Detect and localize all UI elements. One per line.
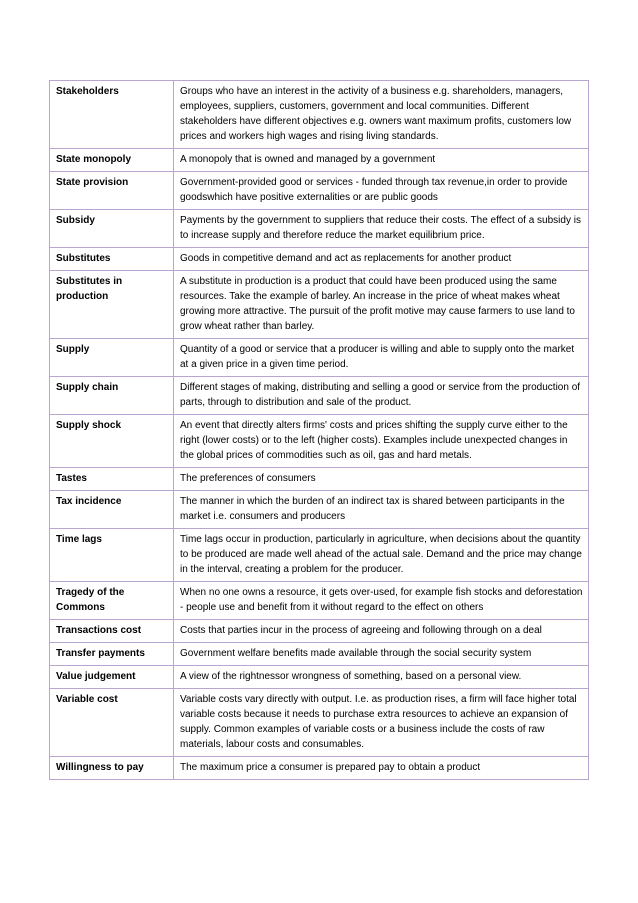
term-cell: Subsidy [50, 210, 174, 248]
definition-cell: A view of the rightnessor wrongness of something, based on a personal view. [174, 666, 589, 689]
table-row [50, 248, 589, 271]
term-cell: Substitutes [50, 248, 174, 271]
table-row [50, 81, 589, 149]
term-cell: Transactions cost [50, 620, 174, 643]
table-row [50, 689, 589, 757]
definition-cell: The maximum price a consumer is prepared pay to obtain a product [174, 757, 589, 780]
term-cell: State monopoly [50, 149, 174, 172]
term-cell: Willingness to pay [50, 757, 174, 780]
definition-cell: The manner in which the burden of an indirect tax is shared between participants in the market i.e. consumers and producers [174, 491, 589, 529]
definition-cell: Government-provided good or services - funded through tax revenue,in order to provide goodswhich have positive externalities or are public goods [174, 172, 589, 210]
term-cell: Time lags [50, 529, 174, 582]
table-row [50, 271, 589, 339]
definition-cell: Groups who have an interest in the activity of a business e.g. shareholders, managers, employees, suppliers, customers, government and local communities. Different stakeholders have different objectives e.g. owners want maximum profits, customers low prices and workers high wages and rising living standards. [174, 81, 589, 149]
glossary-table [49, 80, 589, 780]
term-cell: Transfer payments [50, 643, 174, 666]
term-cell: Supply chain [50, 377, 174, 415]
definition-cell: Goods in competitive demand and act as replacements for another product [174, 248, 589, 271]
table-row [50, 415, 589, 468]
definition-cell: The preferences of consumers [174, 468, 589, 491]
definition-cell: A substitute in production is a product that could have been produced using the same resources. Take the example of barley. An increase in the price of wheat makes wheat growing more attractive. The pursuit of the profit motive may cause farmers to use land to grow wheat rather than barley. [174, 271, 589, 339]
term-cell: Tragedy of the Commons [50, 582, 174, 620]
definition-cell: Time lags occur in production, particularly in agriculture, when decisions about the quantity to be produced are made well ahead of the actual sale. Demand and the price may change in the interval, creating a problem for the producer. [174, 529, 589, 582]
definition-cell: An event that directly alters firms' costs and prices shifting the supply curve either to the right (lower costs) or to the left (higher costs). Examples include unexpected changes in the global prices of commodities such as oil, gas and hard metals. [174, 415, 589, 468]
term-cell: Variable cost [50, 689, 174, 757]
term-cell: Supply [50, 339, 174, 377]
table-row [50, 491, 589, 529]
definition-cell: Different stages of making, distributing and selling a good or service from the production of parts, through to distribution and sale of the product. [174, 377, 589, 415]
definition-cell: Costs that parties incur in the process of agreeing and following through on a deal [174, 620, 589, 643]
term-cell: Supply shock [50, 415, 174, 468]
table-row [50, 757, 589, 780]
table-row [50, 582, 589, 620]
term-cell: Tastes [50, 468, 174, 491]
table-row [50, 377, 589, 415]
definition-cell: Quantity of a good or service that a producer is willing and able to supply onto the market at a given price in a given time period. [174, 339, 589, 377]
table-row [50, 643, 589, 666]
definition-cell: When no one owns a resource, it gets over-used, for example fish stocks and deforestation - people use and benefit from it without regard to the effect on others [174, 582, 589, 620]
definition-cell: Payments by the government to suppliers that reduce their costs. The effect of a subsidy is to increase supply and therefore reduce the market equilibrium price. [174, 210, 589, 248]
term-cell: State provision [50, 172, 174, 210]
term-cell: Value judgement [50, 666, 174, 689]
table-row [50, 149, 589, 172]
table-row [50, 529, 589, 582]
term-cell: Substitutes in production [50, 271, 174, 339]
definition-cell: Variable costs vary directly with output. I.e. as production rises, a firm will face higher total variable costs because it needs to purchase extra resources to achieve an expansion of supply. Common examples of variable costs or a business include the costs of raw materials, labour costs and consumables. [174, 689, 589, 757]
definition-cell: Government welfare benefits made available through the social security system [174, 643, 589, 666]
glossary-body [50, 81, 589, 780]
definition-cell: A monopoly that is owned and managed by a government [174, 149, 589, 172]
table-row [50, 172, 589, 210]
term-cell: Tax incidence [50, 491, 174, 529]
table-row [50, 620, 589, 643]
table-row [50, 666, 589, 689]
term-cell: Stakeholders [50, 81, 174, 149]
table-row [50, 210, 589, 248]
table-row [50, 339, 589, 377]
table-row [50, 468, 589, 491]
